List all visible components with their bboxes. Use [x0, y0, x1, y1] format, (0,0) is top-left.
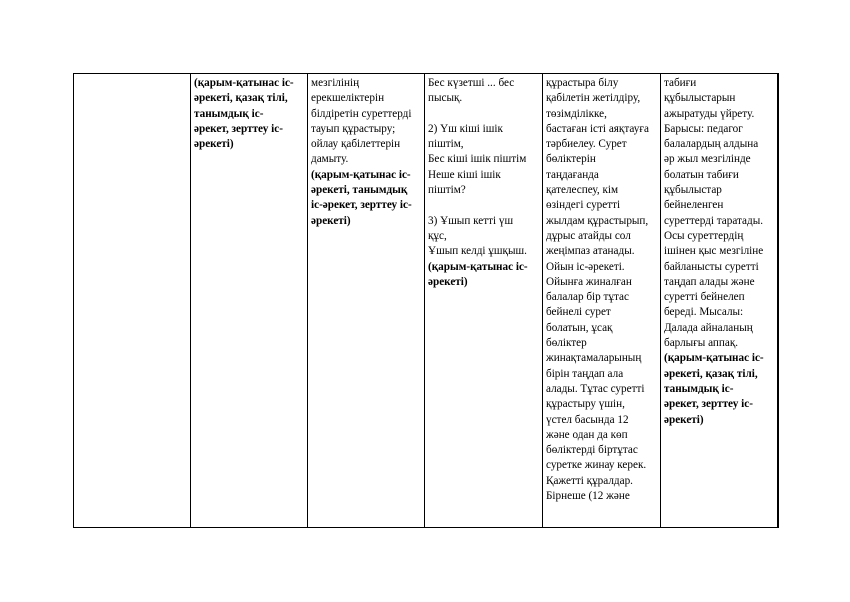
cell-text-line: құрастыру үшін,	[546, 398, 625, 411]
cell-text-line: піштім?	[428, 184, 466, 197]
cell-text-line: дұрыс атайды сол	[546, 229, 631, 242]
cell-text-line: ойлау қабілеттерін	[311, 138, 401, 151]
cell-text-line: табиғи	[664, 77, 697, 89]
cell-text-line: байланысты суретті	[664, 260, 759, 273]
cell-text-line: үстел басында 12	[546, 413, 629, 426]
cell-text-line: және одан да көп	[546, 428, 628, 441]
cell-text-line: болатын табиғи	[664, 168, 739, 181]
cell-text-line: қабілетін жетілдіру,	[546, 92, 641, 105]
cell-text-line: құбылыстарын	[664, 92, 736, 105]
cell-text-line: бөліктерді біртұтас	[546, 444, 638, 457]
cell-text-line: мезгілінің	[311, 77, 360, 89]
cell-text-line: дамыту.	[311, 153, 349, 166]
cell-text-line: әрекеті, танымдық	[311, 184, 408, 197]
cell-text-line: құбылыстар	[664, 184, 722, 197]
cell-text-line: тауып құрастыру;	[311, 122, 396, 135]
cell-text-line: танымдық іс-	[194, 107, 264, 120]
table-row	[74, 74, 779, 528]
cell-text-line: (қарым-қатынас іс-	[194, 77, 294, 89]
cell-text-line: (қарым-қатынас іс-	[311, 168, 411, 181]
cell-text-line: Осы суреттердің	[664, 229, 744, 242]
cell-text-line: әрекет, зерттеу іс-	[194, 122, 283, 135]
table-cell	[661, 74, 778, 528]
cell-text-line: қателеспеу, кім	[546, 184, 619, 197]
cell-text-line: бейнелі сурет	[546, 306, 611, 319]
cell-text-line: болатын, ұсақ	[546, 321, 613, 334]
cell-text-line: әр жыл мезгілінде	[664, 153, 751, 166]
cell-text-line: құрастыра білу	[546, 77, 619, 89]
cell-text-line: танымдық іс-	[664, 382, 734, 395]
table-cell	[425, 74, 543, 528]
cell-text-line: суретке жинау керек.	[546, 459, 647, 472]
cell-text-line: піштім,	[428, 138, 464, 151]
table-cell	[191, 74, 308, 528]
cell-text-line: бөліктер	[546, 337, 587, 350]
cell-text-line: бастаған істі аяқтауға	[546, 122, 649, 135]
table-cell	[308, 74, 425, 528]
cell-text-line: ерекшеліктерін	[311, 92, 385, 105]
cell-text-line: Ойынға жиналған	[546, 275, 632, 288]
cell-text-line: жылдам құрастырып,	[546, 214, 649, 227]
cell-text-line: құс,	[428, 229, 447, 242]
cell-text-line: суретті бейнелеп	[664, 291, 745, 304]
cell-text-line: әрекеті)	[194, 138, 234, 151]
cell-text-line: жинақтамаларының	[546, 352, 642, 365]
cell-text-line: Бес күзетші ... бес	[428, 77, 515, 89]
cell-text-line: Қажетті құралдар.	[546, 474, 633, 487]
cell-text-line	[428, 107, 539, 122]
table-cell	[74, 74, 191, 528]
cell-text-line: Неше кіші ішік	[428, 168, 501, 181]
cell-text-line	[428, 198, 539, 213]
cell-text-line: таңдағанда	[546, 168, 599, 181]
cell-text-line: пысық.	[428, 92, 463, 105]
cell-text-line: бірін таңдап ала	[546, 367, 624, 380]
cell-text-line: Далада айналаның	[664, 321, 753, 334]
cell-text-line: барлығы аппақ.	[664, 337, 739, 350]
cell-text-line: суреттерді таратады.	[664, 214, 764, 227]
cell-text-line: береді. Мысалы:	[664, 306, 744, 319]
cell-text-line: (қарым-қатынас іс-	[428, 260, 528, 273]
cell-text-line: таңдап алады және	[664, 275, 755, 288]
table-cell	[778, 74, 779, 528]
cell-text-line: Бірнеше (12 және	[546, 490, 630, 503]
cell-text-line: Бес кіші ішік піштім	[428, 153, 527, 166]
cell-text-line: (қарым-қатынас іс-	[664, 352, 764, 365]
cell-text-line: бейнеленген	[664, 199, 724, 212]
cell-text-line: тәрбиелеу. Сурет	[546, 138, 627, 151]
cell-text-line: әрекеті, қазақ тілі,	[664, 367, 758, 380]
cell-text-line: Ұшып келді ұшқыш.	[428, 245, 527, 258]
cell-text-line: Ойын іс-әрекеті.	[546, 260, 625, 273]
cell-text-line: әрекеті)	[428, 275, 468, 288]
cell-text-line: 3) Ұшып кетті үш	[428, 214, 514, 227]
cell-text-line: бөліктерін	[546, 153, 596, 166]
lesson-plan-table	[73, 73, 779, 528]
cell-text-line: ішінен қыс мезгіліне	[664, 245, 764, 258]
cell-text-line: іс-әрекет, зерттеу іс-	[311, 199, 412, 212]
cell-text-line: алады. Тұтас суретті	[546, 382, 645, 395]
cell-text-line: жеңімпаз атанады.	[546, 245, 635, 258]
cell-text-line: әрекеті, қазақ тілі,	[194, 92, 288, 105]
cell-text-line: өзіндегі суретті	[546, 199, 621, 212]
cell-text-line: балалар бір тұтас	[546, 291, 629, 304]
cell-text-line: әрекеті)	[311, 214, 351, 227]
cell-text-line: Барысы: педагог	[664, 122, 743, 135]
cell-text-line: әрекет, зерттеу іс-	[664, 398, 753, 411]
cell-text-line: төзімділікке,	[546, 107, 607, 120]
cell-text-line: ажыратуды үйрету.	[664, 107, 755, 120]
table-cell	[543, 74, 661, 528]
cell-text-line: әрекеті)	[664, 413, 704, 426]
cell-text-line: 2) Үш кіші ішік	[428, 122, 503, 135]
cell-text-line: балалардың алдына	[664, 138, 759, 151]
cell-text-line: білдіретін суреттерді	[311, 107, 412, 120]
